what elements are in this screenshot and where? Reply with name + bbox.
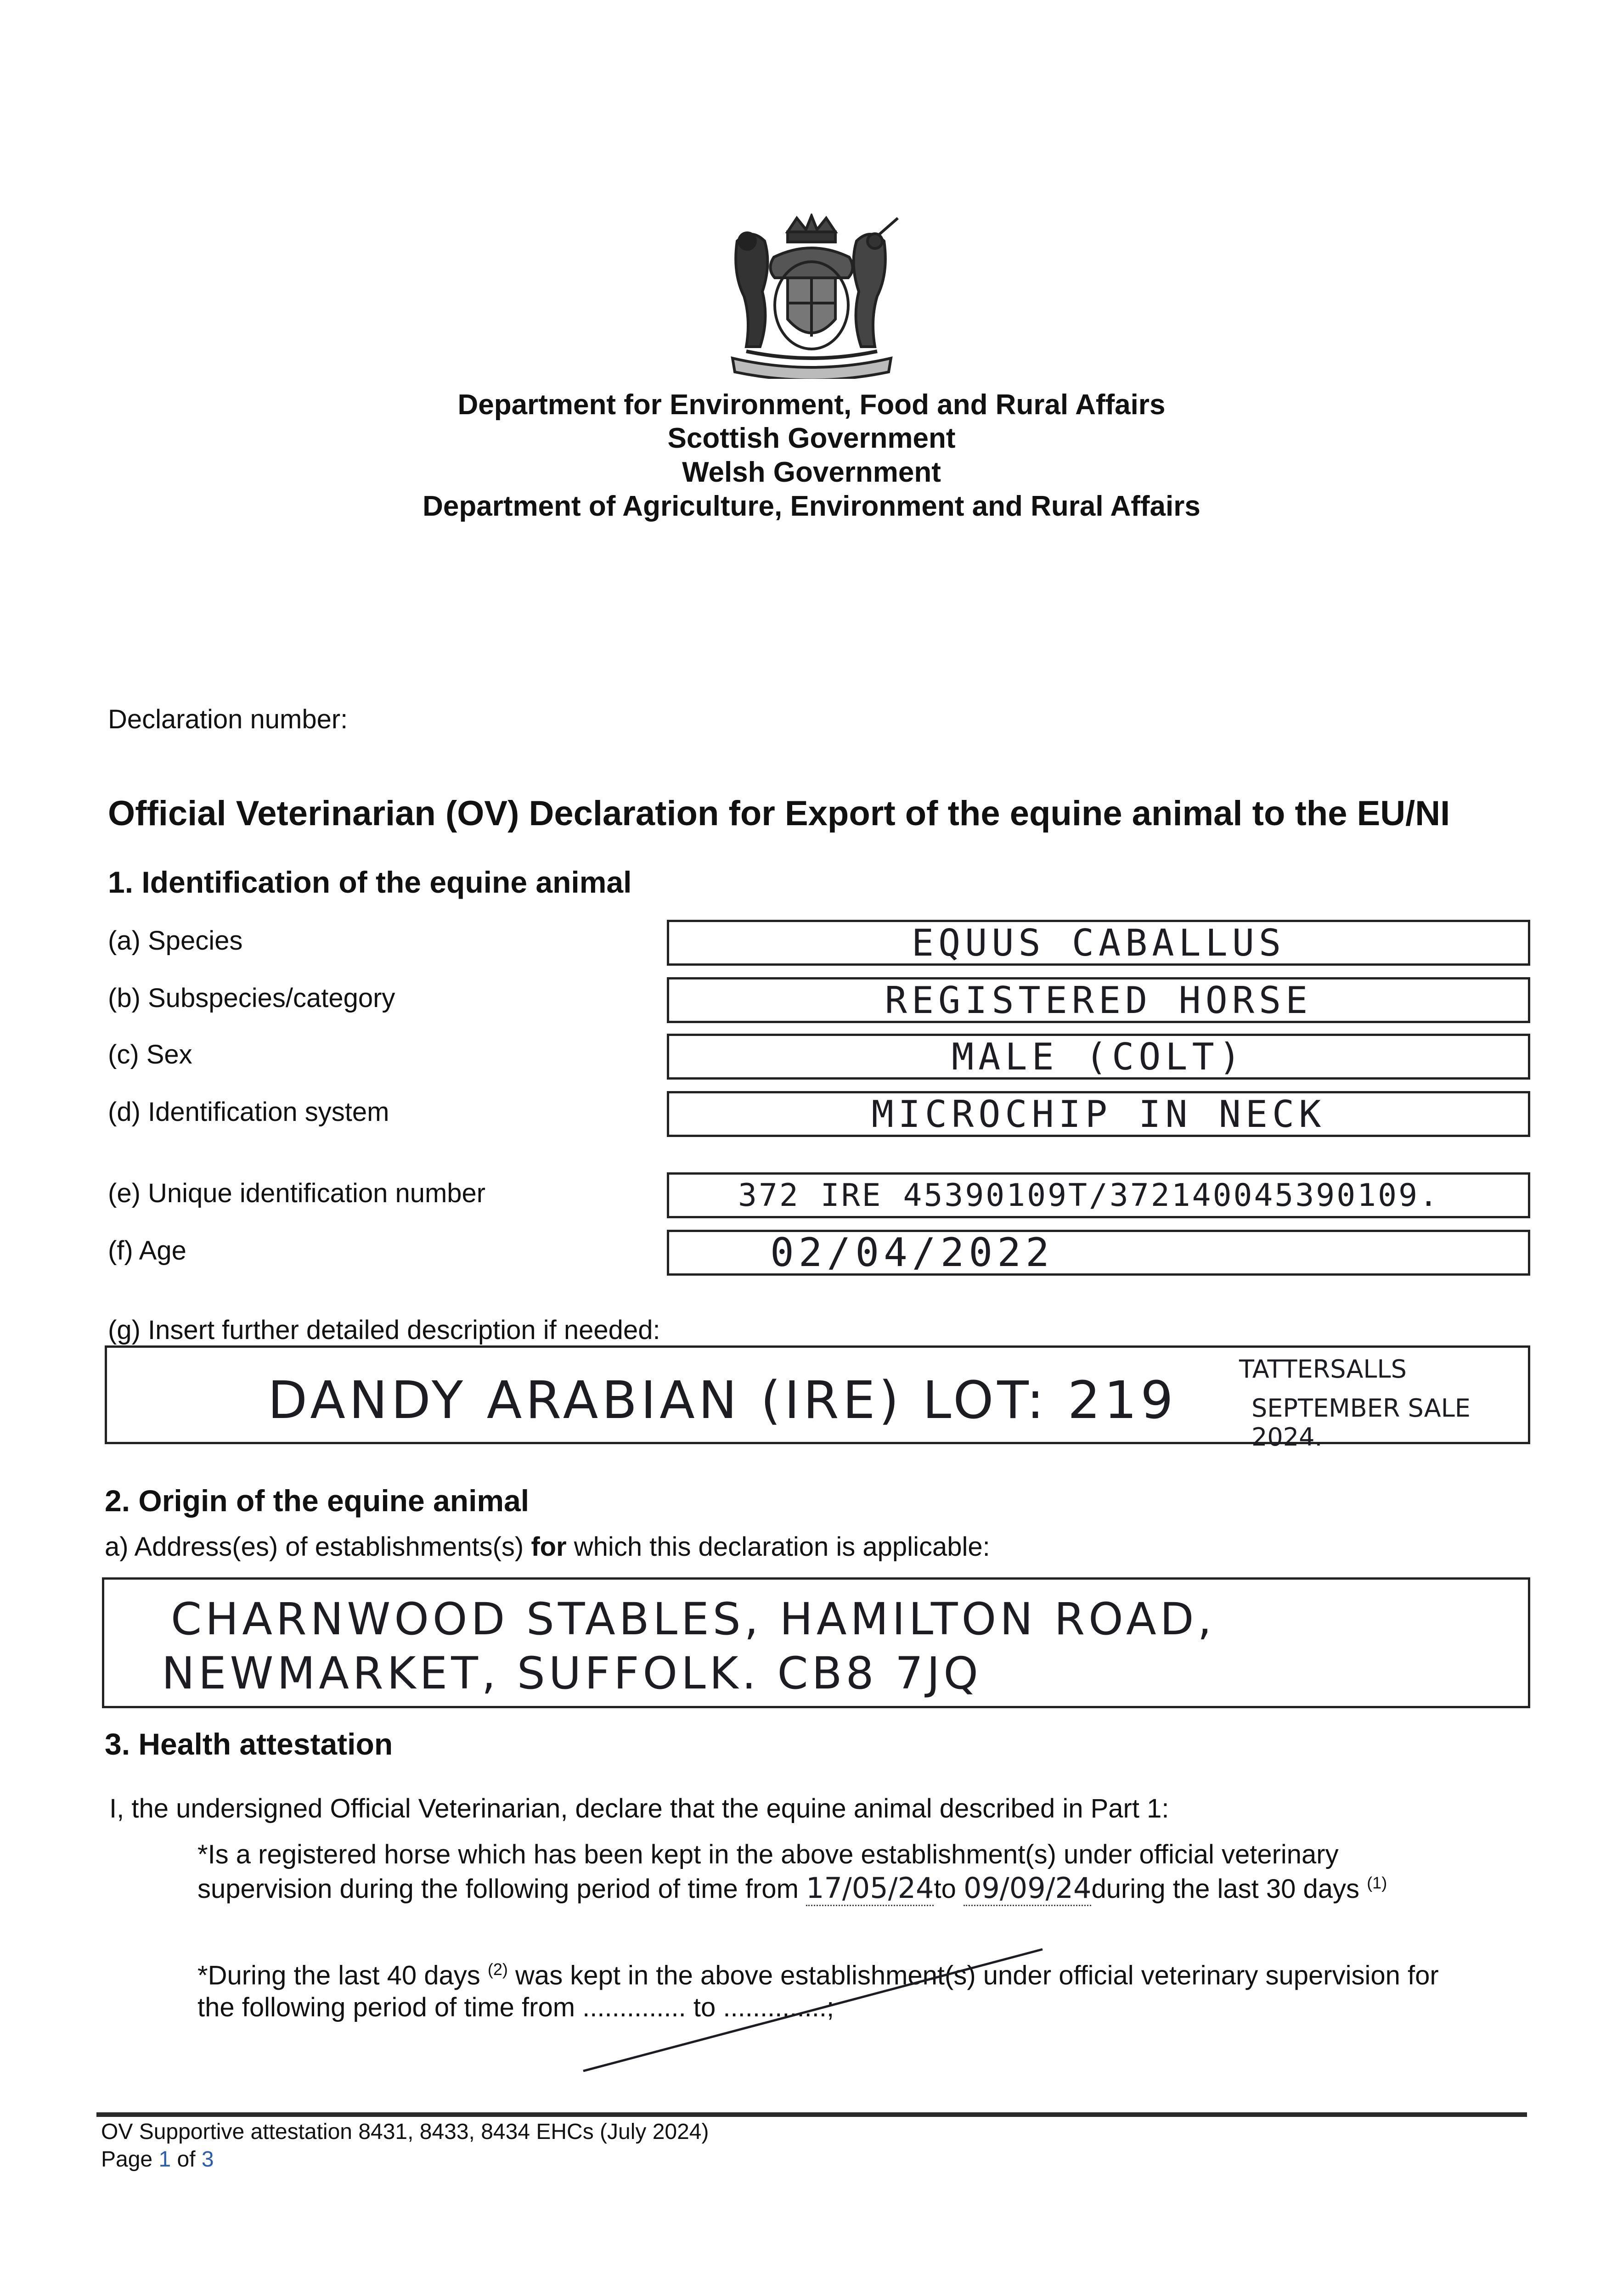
para-2-text-pre: *During the last 40 days bbox=[197, 1960, 480, 1991]
page-word: Page bbox=[101, 2147, 153, 2172]
supervision-to-date[interactable]: 09/09/24 bbox=[964, 1871, 1091, 1906]
royal-crest-icon bbox=[719, 214, 905, 379]
page-title: Official Veterinarian (OV) Declaration for Export of the equine animal to the EU/NI bbox=[108, 794, 1450, 833]
identification-system-value: MICROCHIP IN NECK bbox=[871, 1092, 1326, 1136]
para-1-text-pre: supervision during the following period of time from bbox=[197, 1874, 799, 1904]
section-1-heading: 1. Identification of the equine animal bbox=[108, 865, 632, 899]
subspecies-field[interactable] bbox=[667, 977, 1530, 1023]
strikethrough-line bbox=[579, 1940, 1056, 2080]
attestation-para-1-line-1: *Is a registered horse which has been kept in the above establishment(s) under official veterinary bbox=[197, 1840, 1339, 1869]
para-1-to-word: to bbox=[934, 1874, 956, 1904]
page-of: of bbox=[177, 2147, 196, 2172]
further-description-main: DANDY ARABIAN (IRE) LOT: 219 bbox=[268, 1371, 1177, 1430]
address-line-2: NEWMARKET, SUFFOLK. CB8 7JQ bbox=[162, 1648, 982, 1699]
supervision-from-date[interactable]: 17/05/24 bbox=[806, 1871, 934, 1906]
para-1-text-post: during the last 30 days bbox=[1091, 1874, 1360, 1904]
declaration-number-label: Declaration number: bbox=[108, 704, 348, 734]
species-label: (a) Species bbox=[108, 926, 243, 956]
sex-label: (c) Sex bbox=[108, 1040, 192, 1069]
footnote-1-marker: (1) bbox=[1367, 1873, 1387, 1892]
species-value: EQUUS CABALLUS bbox=[911, 921, 1286, 964]
address-label-post: which this declaration is applicable: bbox=[566, 1532, 990, 1562]
address-label-pre: a) Address(es) of establishments(s) bbox=[105, 1532, 531, 1562]
attestation-para-1-line-2 bbox=[197, 1871, 1387, 1905]
dept-scottish-government: Scottish Government bbox=[667, 422, 956, 454]
address-line-1: CHARNWOOD STABLES, HAMILTON ROAD, bbox=[171, 1593, 1216, 1645]
footer-divider bbox=[96, 2112, 1527, 2117]
establishment-address-field[interactable] bbox=[102, 1577, 1530, 1708]
unique-id-label: (e) Unique identification number bbox=[108, 1178, 486, 1208]
dept-defra: Department for Environment, Food and Rural Affairs bbox=[457, 389, 1166, 421]
unique-id-value: 372 IRE 45390109T/372140045390109. bbox=[738, 1177, 1440, 1214]
unique-id-field[interactable] bbox=[667, 1172, 1530, 1218]
identification-system-label: (d) Identification system bbox=[108, 1097, 389, 1127]
address-label-bold: for bbox=[531, 1532, 567, 1562]
further-description-note-2: SEPTEMBER SALE 2024. bbox=[1251, 1394, 1471, 1452]
age-field[interactable] bbox=[667, 1230, 1530, 1276]
footer-attestation: OV Supportive attestation 8431, 8433, 8434 EHCs (July 2024) bbox=[101, 2120, 709, 2144]
para-2-text-post: was kept in the above establishment(s) under official veterinary supervision for bbox=[515, 1960, 1439, 1991]
footnote-2-marker: (2) bbox=[487, 1960, 508, 1979]
dept-daera: Department of Agriculture, Environment and Rural Affairs bbox=[423, 490, 1200, 522]
identification-system-field[interactable] bbox=[667, 1091, 1530, 1137]
subspecies-value: REGISTERED HORSE bbox=[885, 979, 1313, 1022]
sex-field[interactable] bbox=[667, 1034, 1530, 1080]
page-current: 1 bbox=[158, 2147, 171, 2172]
health-attestation-intro: I, the undersigned Official Veterinarian, declare that the equine animal described in Part 1: bbox=[109, 1794, 1169, 1823]
subspecies-label: (b) Subspecies/category bbox=[108, 983, 395, 1013]
species-field[interactable] bbox=[667, 920, 1530, 966]
section-3-heading: 3. Health attestation bbox=[105, 1727, 393, 1761]
page-number bbox=[101, 2147, 214, 2172]
page-total: 3 bbox=[201, 2147, 214, 2172]
further-description-note-1: TATTERSALLS bbox=[1239, 1355, 1407, 1384]
age-label: (f) Age bbox=[108, 1236, 186, 1266]
attestation-para-2-line-2: the following period of time from .............. to ..............; bbox=[197, 1992, 834, 2022]
sex-value: MALE (COLT) bbox=[952, 1035, 1245, 1078]
age-value: 02/04/2022 bbox=[770, 1230, 1054, 1276]
further-description-field[interactable] bbox=[105, 1345, 1530, 1452]
dept-welsh-government: Welsh Government bbox=[682, 456, 941, 488]
section-2-heading: 2. Origin of the equine animal bbox=[105, 1484, 530, 1518]
address-label bbox=[105, 1531, 990, 1562]
further-description-label: (g) Insert further detailed description if needed: bbox=[108, 1315, 660, 1345]
